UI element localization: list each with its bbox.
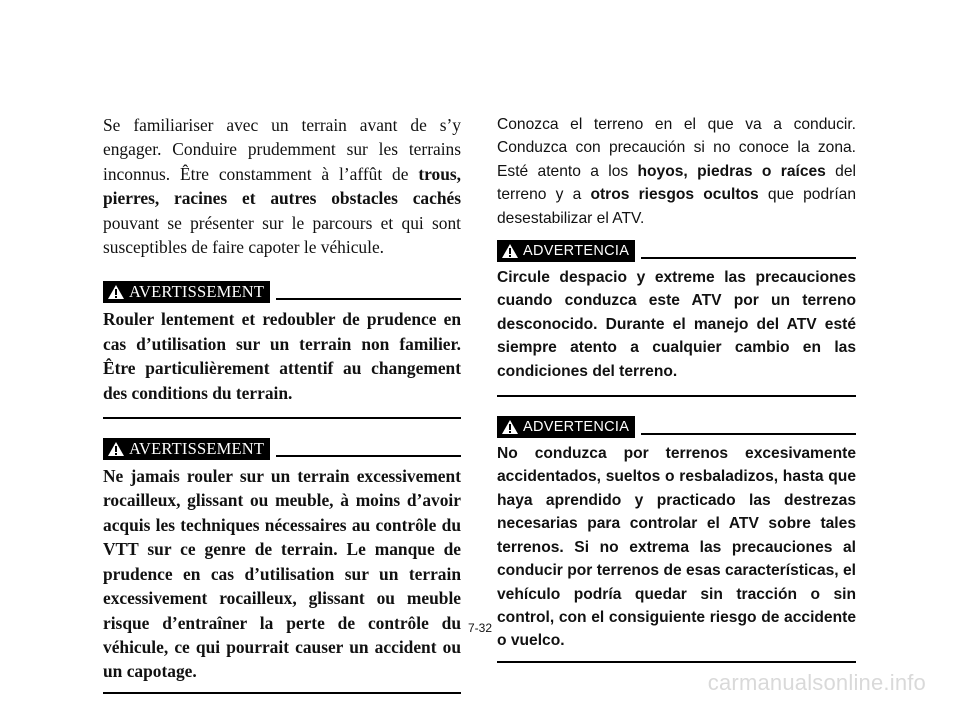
french-warning-text-2: Ne jamais rouler sur un terrain excessivement rocailleux, glissant ou meuble, à moins d’avoir acquis les techniques nécessaires au contrôle du VTT sur ce genre de terrain. Le manque de prudence en cas d’utilisation sur un terrain excessivement rocailleux, glissant ou meuble risque d’entraîner la perte de contrôle du véhicule, ce qui pourrait causer un accident ou un capotage. — [103, 466, 461, 682]
french-column — [103, 113, 461, 694]
french-warning-label-text-1: AVERTISSEMENT — [129, 282, 265, 302]
spanish-intro-text-mid: del terreno y a — [497, 162, 856, 204]
spanish-warning-end-rule-2 — [497, 661, 856, 663]
spanish-warning-label-2 — [497, 416, 635, 438]
french-warning-end-rule-1 — [103, 417, 461, 419]
page-number: 7-32 — [467, 621, 493, 635]
french-warning-label-text-2: AVERTISSEMENT — [129, 439, 265, 459]
french-warning-text-1: Rouler lentement et redoubler de prudence en cas d’utilisation sur un terrain non familier. Être particulièrement attentif au changement des conditions du terrain. — [103, 309, 461, 403]
spanish-warning-rule-2 — [641, 433, 856, 435]
french-intro-text-end: pouvant se présenter sur le parcours et qui sont susceptibles de faire capoter le véhicule. — [103, 212, 461, 258]
french-intro-emphasis: trous, pierres, racines et autres obstacles cachés — [103, 163, 461, 209]
warning-triangle-icon — [107, 441, 125, 457]
french-warning-rule-1 — [276, 298, 461, 300]
french-warning-header-1 — [103, 281, 461, 303]
french-warning-rule-2 — [276, 455, 461, 457]
warning-triangle-icon — [501, 243, 519, 259]
warning-triangle-icon — [107, 284, 125, 300]
french-warning-end-rule-2 — [103, 692, 461, 694]
spanish-warning-header-1 — [497, 240, 856, 262]
spanish-warning-label-text-2: ADVERTENCIA — [523, 419, 630, 436]
spanish-intro-text-end: que podrían desestabilizar el ATV. — [497, 186, 856, 227]
spanish-warning-header-2 — [497, 416, 856, 438]
spanish-warning-rule-1 — [641, 257, 856, 259]
french-intro-paragraph — [103, 113, 461, 259]
spanish-column — [497, 113, 856, 663]
french-intro-text: Se familiariser avec un terrain avant de s’y engager. Conduire prudemment sur les terrains inconnus. Être constamment à l’affût de — [103, 115, 461, 184]
spanish-warning-label-1 — [497, 240, 635, 262]
spanish-intro-text: Conozca el terreno en el que va a conducir. Conduzca con precaución si no conoce la zona. Esté atento a los — [497, 116, 856, 180]
warning-triangle-icon — [501, 419, 519, 435]
spanish-warning-end-rule-1 — [497, 395, 856, 397]
french-warning-label-2 — [103, 438, 270, 460]
french-warning-header-2 — [103, 438, 461, 460]
spanish-intro-paragraph — [497, 113, 856, 230]
spanish-warning-text-1: Circule despacio y extreme las precauciones cuando conduzca este ATV por un terreno desconocido. Durante el manejo del ATV esté siempre atento a cualquier cambio en las condiciones del terreno. — [497, 269, 856, 380]
watermark: carmanualsonline.info — [707, 670, 926, 695]
spanish-warning-label-text-1: ADVERTENCIA — [523, 243, 630, 260]
spanish-intro-emphasis-1: hoyos, piedras o raíces — [637, 162, 826, 180]
spanish-intro-emphasis-2: otros riesgos ocultos — [590, 186, 759, 204]
french-warning-label-1 — [103, 281, 270, 303]
spanish-warning-text-2: No conduzca por terrenos excesivamente accidentados, sueltos o resbaladizos, hasta que haya aprendido y practicado las destrezas necesarias para controlar el ATV sobre tales terrenos. Si no extrema las precauciones al conducir por terrenos de esas características, el vehículo podría quedar sin tracción o sin control, con el consiguiente riesgo de accidente o vuelco. — [497, 445, 856, 650]
